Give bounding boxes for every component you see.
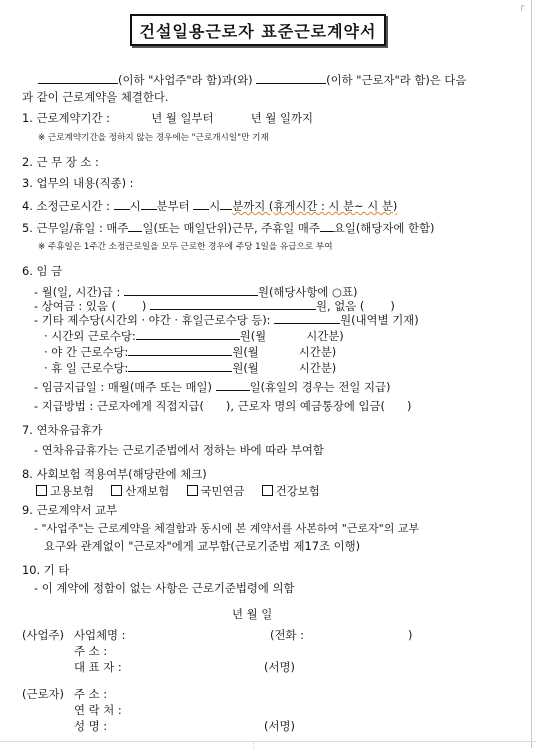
section-9-body-2: 요구와 관계없이 "근로자"에게 교부함(근로기준법 제17조 이행) — [44, 539, 361, 553]
insurance-checkboxes — [36, 484, 320, 499]
bonus-none-close: ) — [390, 299, 395, 313]
section-2: 2. 근 무 장 소 : — [22, 155, 99, 169]
payment-method-line — [34, 399, 411, 414]
holiday-pay-won: 원(월 — [232, 361, 259, 375]
overtime-hours: 시간분) — [306, 329, 344, 343]
s4-hour-unit: 시 — [129, 199, 141, 213]
checkbox-icon — [36, 485, 47, 496]
sign-date: 년 월 일 — [232, 607, 273, 621]
page-edge — [531, 0, 532, 748]
section-7-head: 7. 연차유급휴가 — [22, 423, 103, 437]
company-name-label: 사업체명 : — [74, 628, 126, 642]
bonus-blank[interactable] — [150, 298, 316, 310]
end-hour-blank[interactable] — [193, 198, 209, 210]
bonus-label: - 상여금 : 있음 ( — [34, 299, 116, 313]
payday-blank[interactable] — [216, 379, 250, 391]
s1-note: ※ 근로계약기간을 정하지 않는 경우에는 "근로개시일"만 기재 — [38, 133, 269, 143]
s5-label: 5. 근무일/휴일 : 매주 — [22, 221, 129, 235]
page-break-mark: ⋮ — [250, 742, 257, 750]
s5-mid: 일(또는 매일단위)근무, 주휴일 매주 — [142, 221, 320, 235]
checkbox-industrial-accident[interactable] — [111, 484, 169, 498]
other-allowance-unit: 원(내역별 기재) — [340, 313, 419, 327]
section-8-head: 8. 사회보험 적용여부(해당란에 체크) — [22, 467, 207, 481]
wage-blank[interactable] — [124, 284, 258, 296]
holiday-pay-blank[interactable] — [128, 360, 232, 372]
payday-label: - 임금지급일 : 매월(매주 또는 매일) — [34, 380, 212, 394]
label-national-pension: 국민연금 — [200, 484, 245, 498]
holiday-pay-label: · 휴 일 근로수당: — [44, 361, 129, 375]
worker-address-label: 주 소 : — [74, 687, 108, 701]
label-industrial-accident: 산재보험 — [125, 484, 170, 498]
document-title: 건설일용근로자 표준근로계약서 — [139, 21, 377, 41]
method-bank: ), 근로자 명의 예금통장에 입금( — [225, 399, 385, 413]
start-hour-blank[interactable] — [114, 198, 130, 210]
worker-blank[interactable] — [256, 72, 326, 84]
overtime-won: 원(월 — [239, 329, 267, 343]
payday-line — [34, 379, 390, 395]
contract-end-date: 년 월 일까지 — [250, 111, 313, 125]
section-1 — [22, 111, 313, 126]
checkbox-icon — [187, 485, 198, 496]
intro-text-b: (이하 "근로자"라 함)은 다음 — [326, 73, 467, 87]
section-4 — [22, 198, 397, 214]
employer-blank[interactable] — [38, 72, 118, 84]
contract-start-date: 년 월 일부터 — [151, 111, 214, 125]
checkbox-icon — [262, 485, 273, 496]
other-allowance-blank[interactable] — [274, 312, 340, 324]
checkbox-icon — [111, 485, 122, 496]
s4-label: 4. 소정근로시간 : — [22, 199, 110, 213]
s4-rest: 분까지 (휴게시간 : 시 분~ 시 분) — [232, 199, 398, 213]
bonus-close: ) — [141, 299, 147, 313]
s4-from: 분부터 — [156, 199, 190, 213]
phone-close: ) — [408, 628, 413, 642]
worker-signature[interactable]: (서명) — [264, 719, 295, 733]
section-9-head: 9. 근로계약서 교부 — [22, 503, 118, 517]
intro-line-1 — [38, 72, 466, 88]
section-10-body: - 이 계약에 정함이 없는 사항은 근로기준법령에 의함 — [34, 581, 295, 595]
title-box — [130, 14, 386, 46]
employer-signature[interactable]: (서명) — [264, 660, 295, 674]
checkbox-employment-insurance[interactable] — [36, 484, 94, 498]
method-direct: - 지급방법 : 근로자에게 직접지급( — [34, 399, 204, 413]
checkbox-health-insurance[interactable] — [262, 484, 320, 498]
overtime-line — [44, 328, 344, 344]
representative-label: 대 표 자 : — [74, 660, 122, 674]
night-won: 원(월 — [232, 345, 259, 359]
end-min-blank[interactable] — [220, 198, 232, 210]
worker-contact-label: 연 락 처 : — [74, 703, 122, 717]
intro-line-2: 과 같이 근로계약을 체결한다. — [22, 90, 169, 104]
intro-text-a: (이하 "사업주"라 함)과(와) — [118, 73, 253, 87]
wage-label: - 월(일, 시간)급 : — [34, 285, 121, 299]
section-6-head: 6. 임 금 — [22, 264, 63, 278]
section-5 — [22, 220, 434, 236]
other-allowance-label: - 기타 제수당(시간외 · 야간 · 휴일근로수당 등): — [34, 313, 271, 327]
payday-rest: 일(휴일의 경우는 전일 지급) — [249, 380, 391, 394]
holiday-pay-line — [44, 360, 336, 376]
s5-note: ※ 주휴일은 1주간 소정근로일을 모두 근로한 경우에 주당 1일을 유급으로 부여 — [38, 242, 333, 252]
page-bottom-rule — [0, 741, 536, 742]
night-line — [44, 344, 336, 360]
bonus-none: 원, 없음 ( — [315, 299, 365, 313]
worker-tag: (근로자) — [22, 687, 64, 701]
section-10-head: 10. 기 타 — [22, 563, 70, 577]
checkbox-national-pension[interactable] — [187, 484, 245, 498]
phone-label: (전화 : — [270, 628, 304, 642]
employer-address-label: 주 소 : — [74, 644, 108, 658]
night-label: · 야 간 근로수당: — [44, 345, 129, 359]
overtime-label: · 시간외 근로수당: — [44, 329, 136, 343]
night-hours: 시간분) — [298, 345, 337, 359]
label-employment-insurance: 고용보험 — [50, 484, 95, 498]
section-7-body: - 연차유급휴가는 근로기준법에서 정하는 바에 따라 부여함 — [34, 443, 324, 457]
section-9-body-1: - "사업주"는 근로계약을 체결함과 동시에 본 계약서를 사본하여 "근로자"의 교부 — [34, 522, 420, 535]
start-min-blank[interactable] — [141, 198, 157, 210]
other-allowance-line — [34, 312, 419, 328]
holiday-pay-hours: 시간분) — [298, 361, 337, 375]
overtime-blank[interactable] — [136, 328, 240, 340]
worker-name-label: 성 명 : — [74, 719, 108, 733]
workdays-blank[interactable] — [128, 220, 142, 232]
s5-end: 요일(해당자에 한함) — [333, 221, 435, 235]
wage-unit: 원(해당사항에 ○표) — [257, 285, 358, 299]
section-3: 3. 업무의 내용(직종) : — [22, 176, 134, 190]
night-blank[interactable] — [128, 344, 232, 356]
s4-hour-unit-2: 시 — [209, 199, 221, 213]
employer-tag: (사업주) — [22, 628, 64, 642]
label-health-insurance: 건강보험 — [275, 484, 320, 498]
method-close: ) — [406, 399, 412, 413]
holiday-blank[interactable] — [320, 220, 334, 232]
corner-mark: ┌ — [519, 2, 525, 12]
s1-head: 1. 근로계약기간 : — [22, 111, 110, 125]
